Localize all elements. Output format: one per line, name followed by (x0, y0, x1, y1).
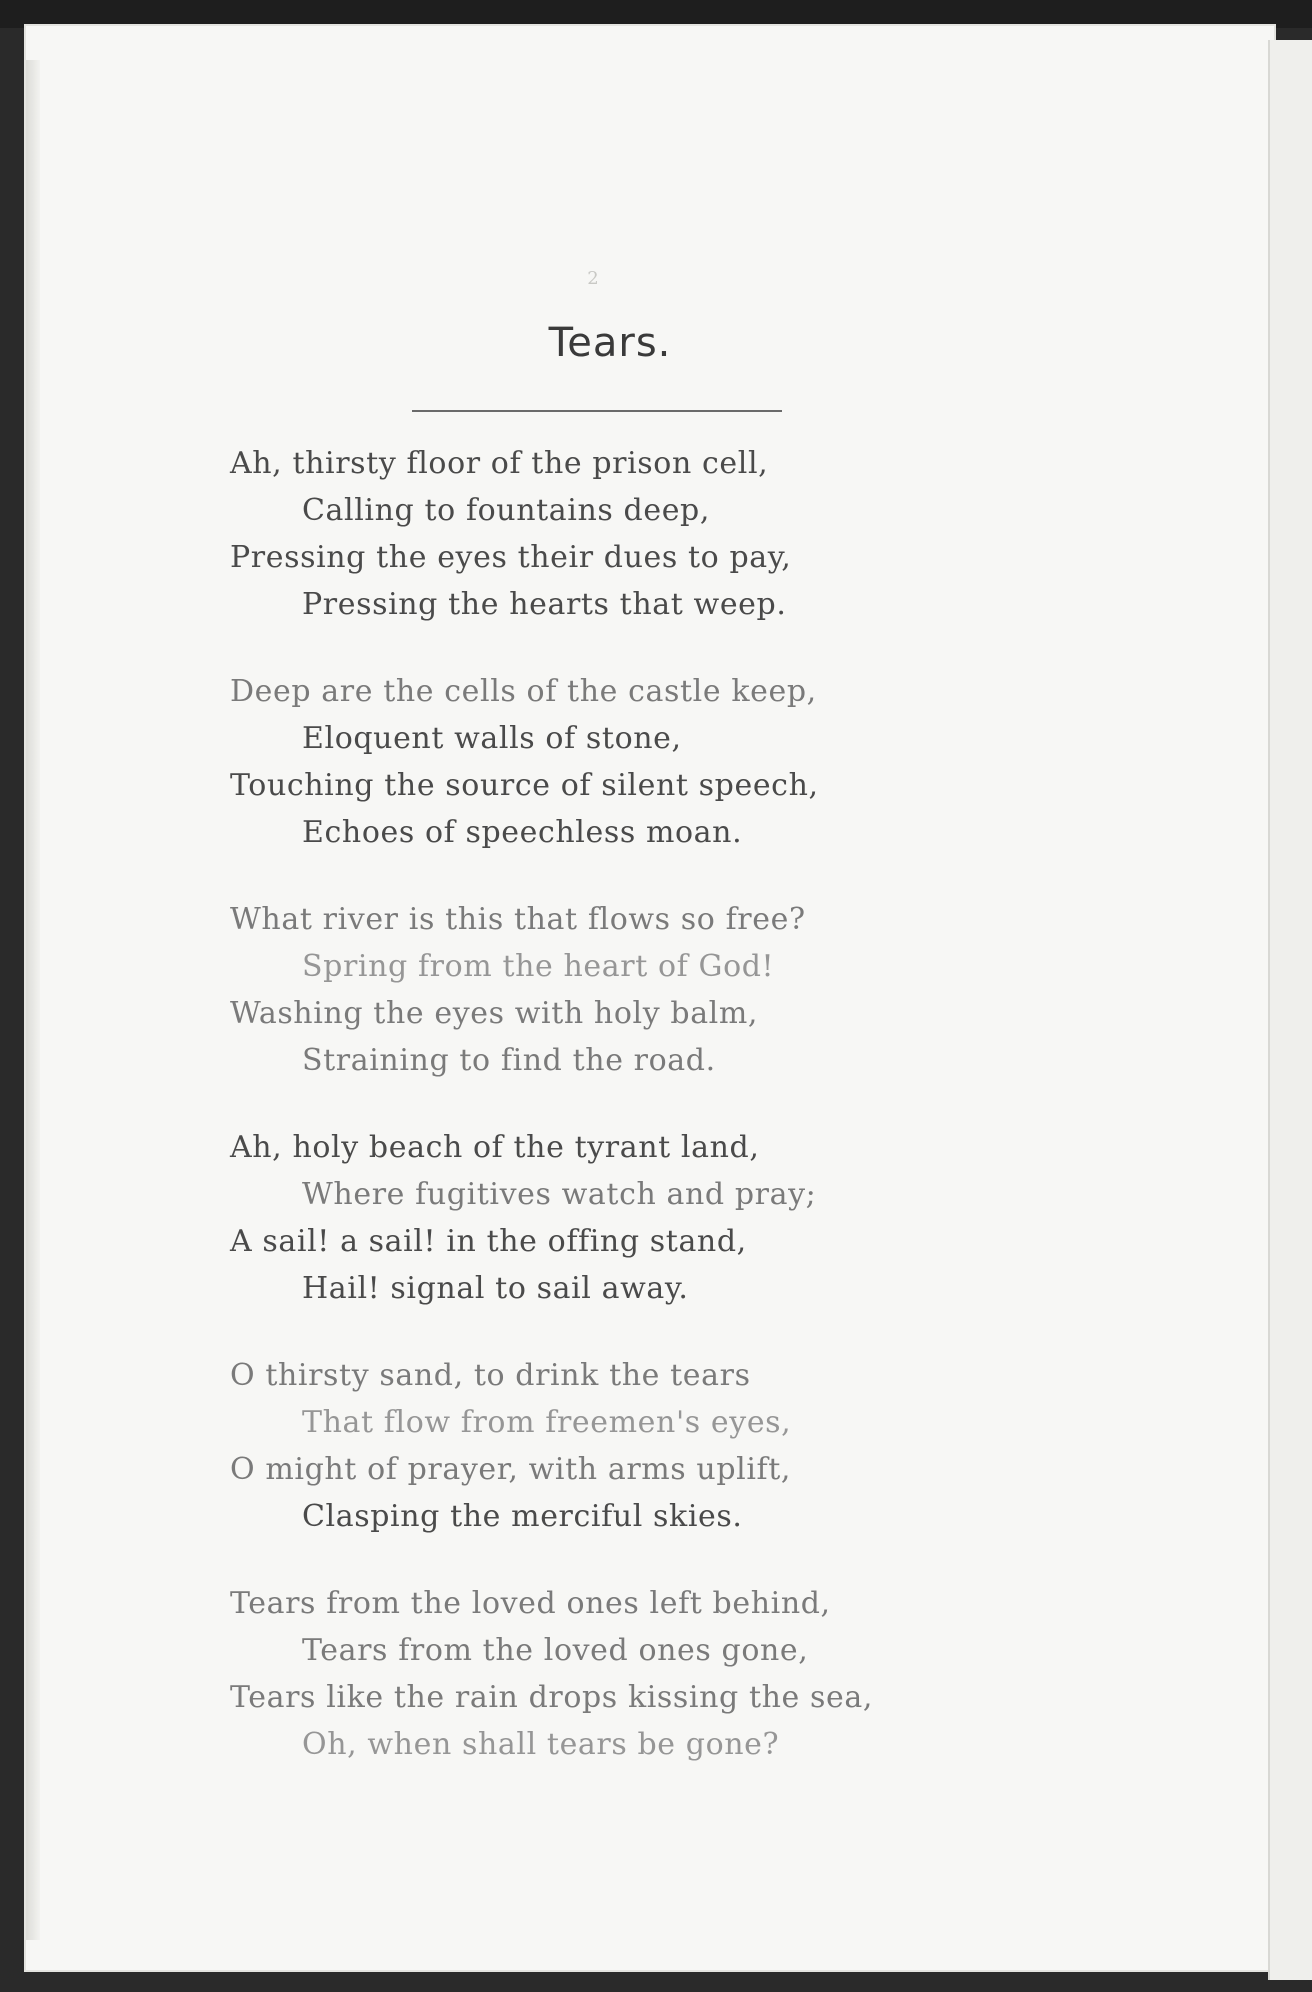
poem-line: Oh, when shall tears be gone? (302, 1727, 780, 1762)
poem-line: Clasping the merciful skies. (302, 1499, 743, 1534)
stanza-2 (230, 668, 930, 856)
poem-line: A sail! a sail! in the offing stand, (230, 1224, 747, 1259)
poem-line: Calling to fountains deep, (302, 493, 710, 528)
poem-line: Spring from the heart of God! (302, 949, 775, 984)
poem-line: What river is this that flows so free? (230, 902, 806, 937)
page-number: 2 (587, 268, 599, 289)
poem-line: Straining to find the road. (302, 1043, 716, 1078)
stanza-4 (230, 1124, 930, 1312)
poem-line: Pressing the hearts that weep. (302, 587, 787, 622)
stanza-6 (230, 1580, 930, 1768)
poem-line: Tears from the loved ones gone, (302, 1633, 809, 1668)
poem-line: O might of prayer, with arms uplift, (230, 1452, 792, 1487)
poem-line: Tears like the rain drops kissing the sea, (230, 1680, 873, 1715)
poem-line: Hail! signal to sail away. (302, 1271, 689, 1306)
poem-line: Deep are the cells of the castle keep, (230, 674, 817, 709)
poem-body (230, 440, 930, 1808)
poem-line: Ah, thirsty floor of the prison cell, (230, 446, 769, 481)
poem-line: Ah, holy beach of the tyrant land, (230, 1130, 760, 1165)
poem-line: Where fugitives watch and pray; (302, 1177, 817, 1212)
stanza-3 (230, 896, 930, 1084)
poem-line: Tears from the loved ones left behind, (230, 1586, 831, 1621)
poem-line: Washing the eyes with holy balm, (230, 996, 759, 1031)
title-rule (412, 410, 782, 412)
stanza-5 (230, 1352, 930, 1540)
poem-line: Eloquent walls of stone, (302, 721, 682, 756)
poem-title: Tears. (548, 320, 672, 366)
poem-line: O thirsty sand, to drink the tears (230, 1358, 751, 1393)
poem-line: That flow from freemen's eyes, (302, 1405, 792, 1440)
poem-line: Pressing the eyes their dues to pay, (230, 540, 792, 575)
binding-edge (26, 60, 40, 1940)
stanza-1 (230, 440, 930, 628)
poem-line: Touching the source of silent speech, (230, 768, 819, 803)
page-edge (1268, 40, 1312, 1980)
poem-line: Echoes of speechless moan. (302, 815, 743, 850)
